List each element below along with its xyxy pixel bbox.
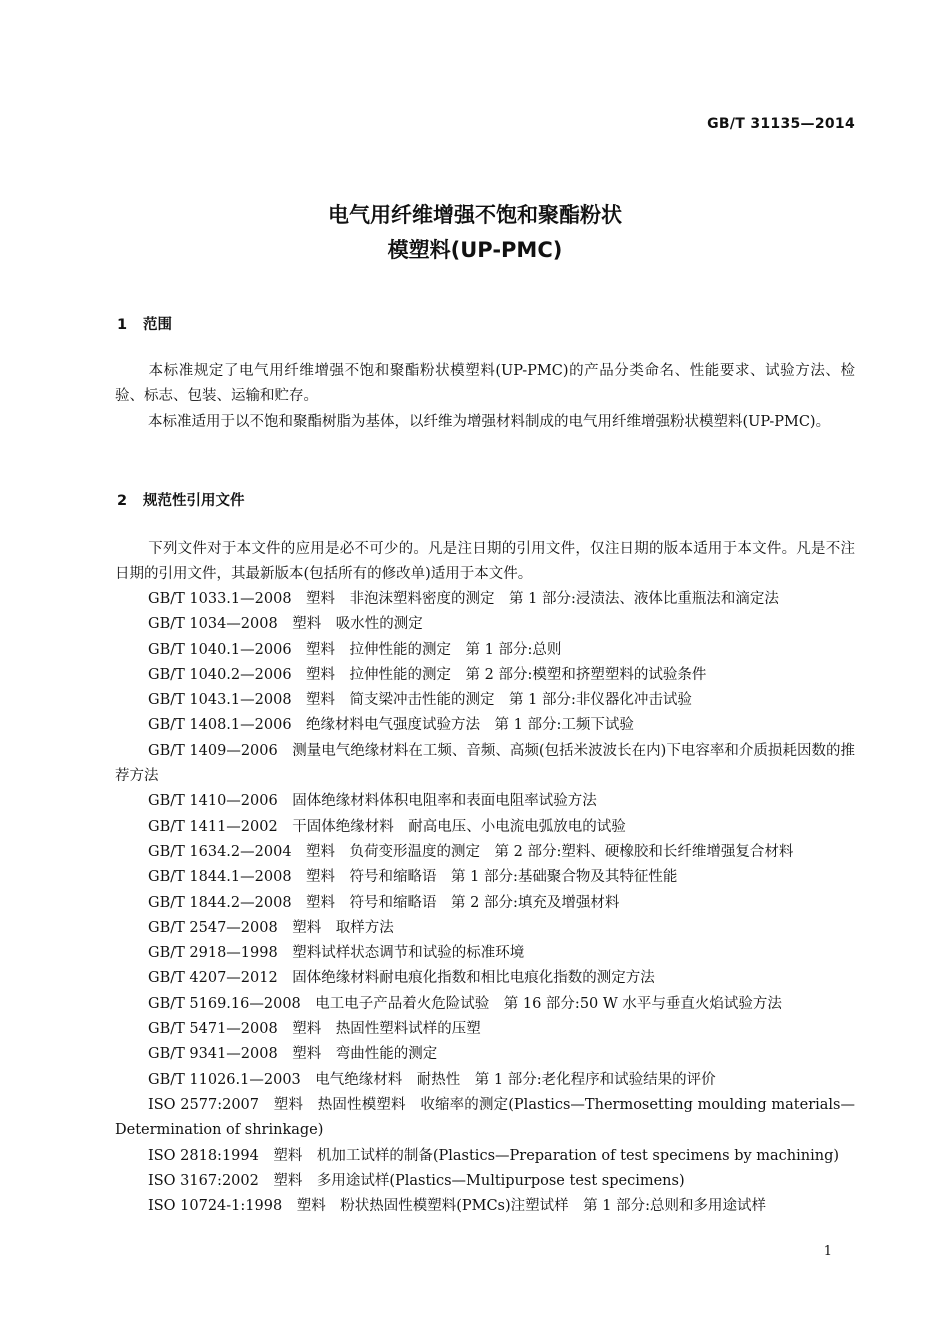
reference-item: ISO 3167:2002 塑料 多用途试样(Plastics—Multipurpose test specimens) [148,1172,685,1189]
reference-item: GB/T 4207—2012 固体绝缘材料耐电痕化指数和相比电痕化指数的测定方法 [148,970,655,987]
section-number: 1 [117,317,128,333]
reference-item: ISO 2818:1994 塑料 机加工试样的制备(Plastics—Preparation of test specimens by machining) [148,1147,840,1164]
reference-item: ISO 10724-1:1998 塑料 粉状热固性模塑料(PMCs)注塑试样 第 1 部分:总则和多用途试样 [148,1198,766,1215]
paragraph-text: 下列文件对于本文件的应用是必不可少的。凡是注日期的引用文件，仅注日期的版本适用于本文件。凡是不注日期的引用文件，其最新版本(包括所有的修改单)适用于本文件。 [115,541,855,582]
reference-item: GB/T 1033.1—2008 塑料 非泡沫塑料密度的测定 第 1 部分:浸渍法、液体比重瓶法和滴定法 [148,591,779,607]
page-number: 1 [823,1244,832,1259]
reference-item: GB/T 1411—2002 干固体绝缘材料 耐高电压、小电流电弧放电的试验 [148,818,626,835]
reference-item: GB/T 5169.16—2008 电工电子产品着火危险试验 第 16 部分:50 W 水平与垂直火焰试验方法 [148,995,782,1012]
reference-item: GB/T 1409—2006 测量电气绝缘材料在工频、音频、高频(包括米波波长在内)下电容率和介质损耗因数的推荐方法 [115,742,855,785]
reference-item: GB/T 11026.1—2003 电气绝缘材料 耐热性 第 1 部分:老化程序和试验结果的评价 [148,1071,716,1088]
section-title: 范围 [143,317,172,333]
section-2-heading [117,489,245,510]
reference-item: GB/T 1844.2—2008 塑料 符号和缩略语 第 2 部分:填充及增强材料 [148,894,620,911]
document-title-line2: 模塑料(UP-PMC) [387,238,563,262]
reference-item: GB/T 1034—2008 塑料 吸水性的测定 [148,616,423,633]
reference-item: ISO 2577:2007 塑料 热固性模塑料 收缩率的测定(Plastics—Thermosetting moulding materials—Determination of shrinkage) [115,1096,855,1139]
document-title-line1: 电气用纤维增强不饱和聚酯粉状 [328,203,622,227]
reference-item: GB/T 1043.1—2008 塑料 简支梁冲击性能的测定 第 1 部分:非仪器化冲击试验 [148,692,692,709]
reference-item: GB/T 1844.1—2008 塑料 符号和缩略语 第 1 部分:基础聚合物及其特征性能 [148,869,678,886]
section-2-intro [115,537,855,587]
paragraph-text: 本标准适用于以不饱和聚酯树脂为基体，以纤维为增强材料制成的电气用纤维增强粉状模塑料(UP-PMC)。 [148,414,831,430]
section-title: 规范性引用文件 [143,493,245,509]
section-1-heading [117,313,172,334]
standard-code: GB/T 31135—2014 [707,116,855,132]
reference-item: GB/T 1408.1—2006 绝缘材料电气强度试验方法 第 1 部分:工频下试验 [148,717,634,734]
reference-item: GB/T 5471—2008 塑料 热固性塑料试样的压塑 [148,1021,481,1038]
section-1-paragraph-2 [115,410,855,435]
reference-item: GB/T 2918—1998 塑料试样状态调节和试验的标准环境 [148,945,525,962]
reference-item: GB/T 1040.1—2006 塑料 拉伸性能的测定 第 1 部分:总则 [148,641,562,658]
reference-item: GB/T 9341—2008 塑料 弯曲性能的测定 [148,1046,438,1063]
section-number: 2 [117,493,128,509]
reference-item: GB/T 1634.2—2004 塑料 负荷变形温度的测定 第 2 部分:塑料、硬橡胶和长纤维增强复合材料 [148,843,794,860]
reference-item: GB/T 2547—2008 塑料 取样方法 [148,919,394,936]
section-1-paragraph-1 [115,359,855,409]
reference-item: GB/T 1410—2006 固体绝缘材料体积电阻率和表面电阻率试验方法 [148,793,597,810]
reference-item: GB/T 1040.2—2006 塑料 拉伸性能的测定 第 2 部分:模塑和挤塑塑料的试验条件 [148,666,707,683]
paragraph-text: 本标准规定了电气用纤维增强不饱和聚酯粉状模塑料(UP-PMC)的产品分类命名、性能要求、试验方法、检验、标志、包装、运输和贮存。 [115,363,855,404]
normative-references-list [115,587,855,1219]
